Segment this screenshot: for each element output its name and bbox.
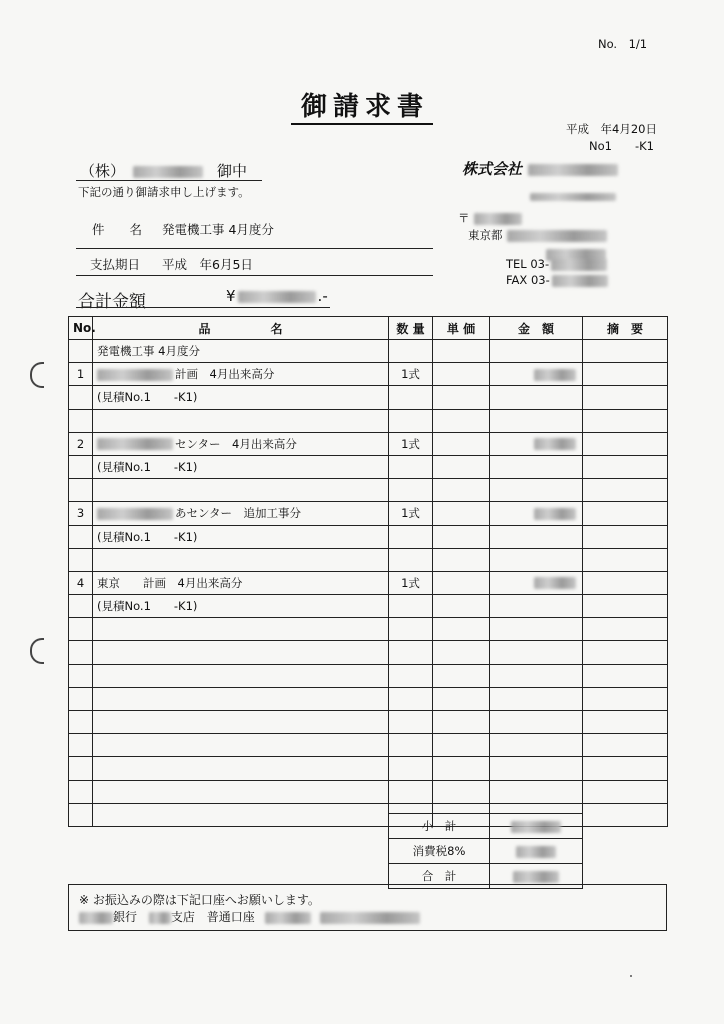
row-unit-price <box>433 455 490 478</box>
row-remarks <box>583 641 668 664</box>
row-item-name <box>93 502 389 525</box>
document-title: 御請求書 <box>0 86 724 123</box>
due-value: 平成 年6月5日 <box>162 257 253 272</box>
row-no <box>69 525 93 548</box>
row-item-name: (見積No.1 -K1) <box>93 386 389 409</box>
subtotal-label: 小 計 <box>389 814 490 839</box>
row-amount <box>490 386 583 409</box>
row-amount <box>490 664 583 687</box>
col-remarks-header: 摘 要 <box>583 317 668 340</box>
tax-row <box>389 839 668 864</box>
row-qty <box>389 780 433 803</box>
row-item-name: 発電機工事 4月度分 <box>93 340 389 363</box>
row-unit-price <box>433 734 490 757</box>
row-no <box>69 757 93 780</box>
total-underline <box>76 307 330 308</box>
redacted-text <box>97 508 173 520</box>
row-item-name <box>93 409 389 432</box>
row-remarks <box>583 618 668 641</box>
row-item-name: (見積No.1 -K1) <box>93 455 389 478</box>
row-no <box>69 687 93 710</box>
issuer-company: 株式会社 <box>462 158 618 179</box>
row-qty <box>389 409 433 432</box>
issue-date: 平成 年4月20日 <box>566 122 657 136</box>
row-qty <box>389 455 433 478</box>
table-row <box>69 502 668 525</box>
row-qty <box>389 525 433 548</box>
client-name: （株） 御中 <box>80 162 248 180</box>
row-qty: 1式 <box>389 363 433 386</box>
row-no <box>69 780 93 803</box>
row-remarks <box>583 502 668 525</box>
subtotal-row <box>389 814 668 839</box>
table-row <box>69 641 668 664</box>
row-remarks <box>583 548 668 571</box>
row-amount <box>490 571 583 594</box>
row-qty <box>389 340 433 363</box>
row-no <box>69 479 93 502</box>
row-qty: 1式 <box>389 432 433 455</box>
row-unit-price <box>433 409 490 432</box>
row-amount <box>490 711 583 734</box>
row-qty <box>389 757 433 780</box>
table-row <box>69 664 668 687</box>
row-unit-price <box>433 687 490 710</box>
tax-spacer <box>583 839 668 864</box>
col-qty-header: 数 量 <box>389 317 433 340</box>
row-unit-price <box>433 711 490 734</box>
row-unit-price <box>433 502 490 525</box>
subject-label: 件 名 <box>92 222 143 237</box>
row-qty <box>389 479 433 502</box>
row-amount <box>490 340 583 363</box>
col-no-header: No. <box>69 317 93 340</box>
row-item-name <box>93 803 389 826</box>
table-row <box>69 618 668 641</box>
subtotal-spacer <box>583 814 668 839</box>
row-amount <box>490 641 583 664</box>
row-amount <box>490 734 583 757</box>
row-qty: 1式 <box>389 571 433 594</box>
item-name-text: 計画 4月出来高分 <box>175 367 275 382</box>
table-row <box>69 432 668 455</box>
row-no <box>69 548 93 571</box>
row-qty <box>389 734 433 757</box>
row-remarks <box>583 571 668 594</box>
row-amount <box>490 618 583 641</box>
row-unit-price <box>433 664 490 687</box>
row-remarks <box>583 687 668 710</box>
row-no <box>69 409 93 432</box>
redacted-text <box>97 369 173 381</box>
row-no <box>69 803 93 826</box>
row-no <box>69 386 93 409</box>
row-remarks <box>583 432 668 455</box>
issuer-postal: 〒 <box>458 210 522 226</box>
row-item-name <box>93 687 389 710</box>
client-underline <box>76 180 262 181</box>
table-row <box>69 363 668 386</box>
row-unit-price <box>433 525 490 548</box>
redacted-amount <box>534 438 576 450</box>
bank-info-box <box>68 884 667 931</box>
row-unit-price <box>433 548 490 571</box>
row-unit-price <box>433 432 490 455</box>
row-qty <box>389 548 433 571</box>
row-remarks <box>583 363 668 386</box>
row-remarks <box>583 525 668 548</box>
row-no <box>69 734 93 757</box>
row-no: 2 <box>69 432 93 455</box>
row-amount <box>490 780 583 803</box>
row-amount <box>490 502 583 525</box>
row-unit-price <box>433 757 490 780</box>
row-amount <box>490 409 583 432</box>
row-item-name <box>93 757 389 780</box>
row-remarks <box>583 455 668 478</box>
total-value: ¥ .- <box>226 287 328 305</box>
tax-amount <box>490 839 583 864</box>
row-item-name <box>93 571 389 594</box>
table-row <box>69 409 668 432</box>
row-unit-price <box>433 340 490 363</box>
page-number: No. 1/1 <box>598 37 648 51</box>
row-item-name <box>93 734 389 757</box>
invoice-table <box>68 316 668 827</box>
table-row <box>69 571 668 594</box>
scan-speck <box>630 975 632 977</box>
row-item-name <box>93 641 389 664</box>
tax-label: 消費税8% <box>389 839 490 864</box>
item-name-text: 東京 計画 4月出来高分 <box>97 575 243 590</box>
total-label: 合計金額 <box>78 292 146 312</box>
table-row <box>69 757 668 780</box>
row-unit-price <box>433 571 490 594</box>
row-amount <box>490 479 583 502</box>
row-qty <box>389 711 433 734</box>
table-header-row <box>69 317 668 340</box>
row-remarks <box>583 479 668 502</box>
payment-note: ※ お振込みの際は下記口座へお願いします。 <box>79 893 320 907</box>
row-item-name <box>93 432 389 455</box>
redacted-text <box>97 438 173 450</box>
row-item-name <box>93 780 389 803</box>
row-qty <box>389 687 433 710</box>
row-unit-price <box>433 618 490 641</box>
row-remarks <box>583 711 668 734</box>
row-item-name <box>93 618 389 641</box>
table-row <box>69 455 668 478</box>
table-row <box>69 711 668 734</box>
row-item-name <box>93 548 389 571</box>
row-qty <box>389 386 433 409</box>
item-name-text: センター 4月出来高分 <box>175 436 297 451</box>
row-no: 3 <box>69 502 93 525</box>
issuer-fax: FAX 03- <box>506 273 608 287</box>
row-amount <box>490 363 583 386</box>
table-row <box>69 687 668 710</box>
subject-line <box>76 248 433 249</box>
item-name-text: あセンター 追加工事分 <box>175 506 302 521</box>
row-qty <box>389 664 433 687</box>
table-row <box>69 525 668 548</box>
row-unit-price <box>433 479 490 502</box>
redacted-amount <box>534 577 576 589</box>
row-unit-price <box>433 641 490 664</box>
row-amount <box>490 595 583 618</box>
row-unit-price <box>433 386 490 409</box>
bank-details: 銀行 支店 普通口座 <box>79 908 420 925</box>
row-remarks <box>583 664 668 687</box>
row-remarks <box>583 780 668 803</box>
row-no <box>69 618 93 641</box>
row-item-name <box>93 363 389 386</box>
due-label: 支払期日 <box>90 257 141 272</box>
table-row <box>69 479 668 502</box>
row-no: 4 <box>69 571 93 594</box>
row-remarks <box>583 757 668 780</box>
redacted-amount <box>534 369 576 381</box>
row-qty <box>389 618 433 641</box>
table-row <box>69 548 668 571</box>
grand-total-label: 合 計 <box>389 864 490 889</box>
row-remarks <box>583 734 668 757</box>
col-unit-price-header: 単 価 <box>433 317 490 340</box>
row-unit-price <box>433 363 490 386</box>
row-qty: 1式 <box>389 502 433 525</box>
row-amount <box>490 757 583 780</box>
subtotal-amount <box>490 814 583 839</box>
document-number: No1 -K1 <box>589 139 654 153</box>
due-line <box>76 275 433 276</box>
issuer-tel: TEL 03- <box>506 257 607 271</box>
punch-hole-mark-bottom <box>30 638 44 664</box>
row-qty <box>389 641 433 664</box>
subject-value: 発電機工事 4月度分 <box>162 222 274 237</box>
row-qty <box>389 595 433 618</box>
row-remarks <box>583 340 668 363</box>
row-amount <box>490 455 583 478</box>
row-item-name <box>93 711 389 734</box>
row-amount <box>490 548 583 571</box>
col-amount-header: 金 額 <box>490 317 583 340</box>
row-remarks <box>583 386 668 409</box>
row-unit-price <box>433 595 490 618</box>
summary-table <box>388 813 668 889</box>
table-row <box>69 595 668 618</box>
row-amount <box>490 687 583 710</box>
row-item-name: (見積No.1 -K1) <box>93 525 389 548</box>
row-no <box>69 711 93 734</box>
row-unit-price <box>433 780 490 803</box>
row-item-name: (見積No.1 -K1) <box>93 595 389 618</box>
row-item-name <box>93 479 389 502</box>
row-amount <box>490 525 583 548</box>
table-row <box>69 734 668 757</box>
row-remarks <box>583 595 668 618</box>
row-no: 1 <box>69 363 93 386</box>
row-no <box>69 595 93 618</box>
row-no <box>69 455 93 478</box>
issuer-subtitle <box>530 186 616 205</box>
row-no <box>69 641 93 664</box>
row-remarks <box>583 409 668 432</box>
row-no <box>69 664 93 687</box>
redacted-amount <box>534 508 576 520</box>
punch-hole-mark-top <box>30 362 44 388</box>
intro-text: 下記の通り御請求申し上げます。 <box>78 185 250 199</box>
row-item-name <box>93 664 389 687</box>
table-row <box>69 340 668 363</box>
issuer-address: 東京都 <box>468 227 607 243</box>
col-item-header: 品 名 <box>93 317 389 340</box>
table-row <box>69 780 668 803</box>
table-row <box>69 386 668 409</box>
row-amount <box>490 432 583 455</box>
row-no <box>69 340 93 363</box>
